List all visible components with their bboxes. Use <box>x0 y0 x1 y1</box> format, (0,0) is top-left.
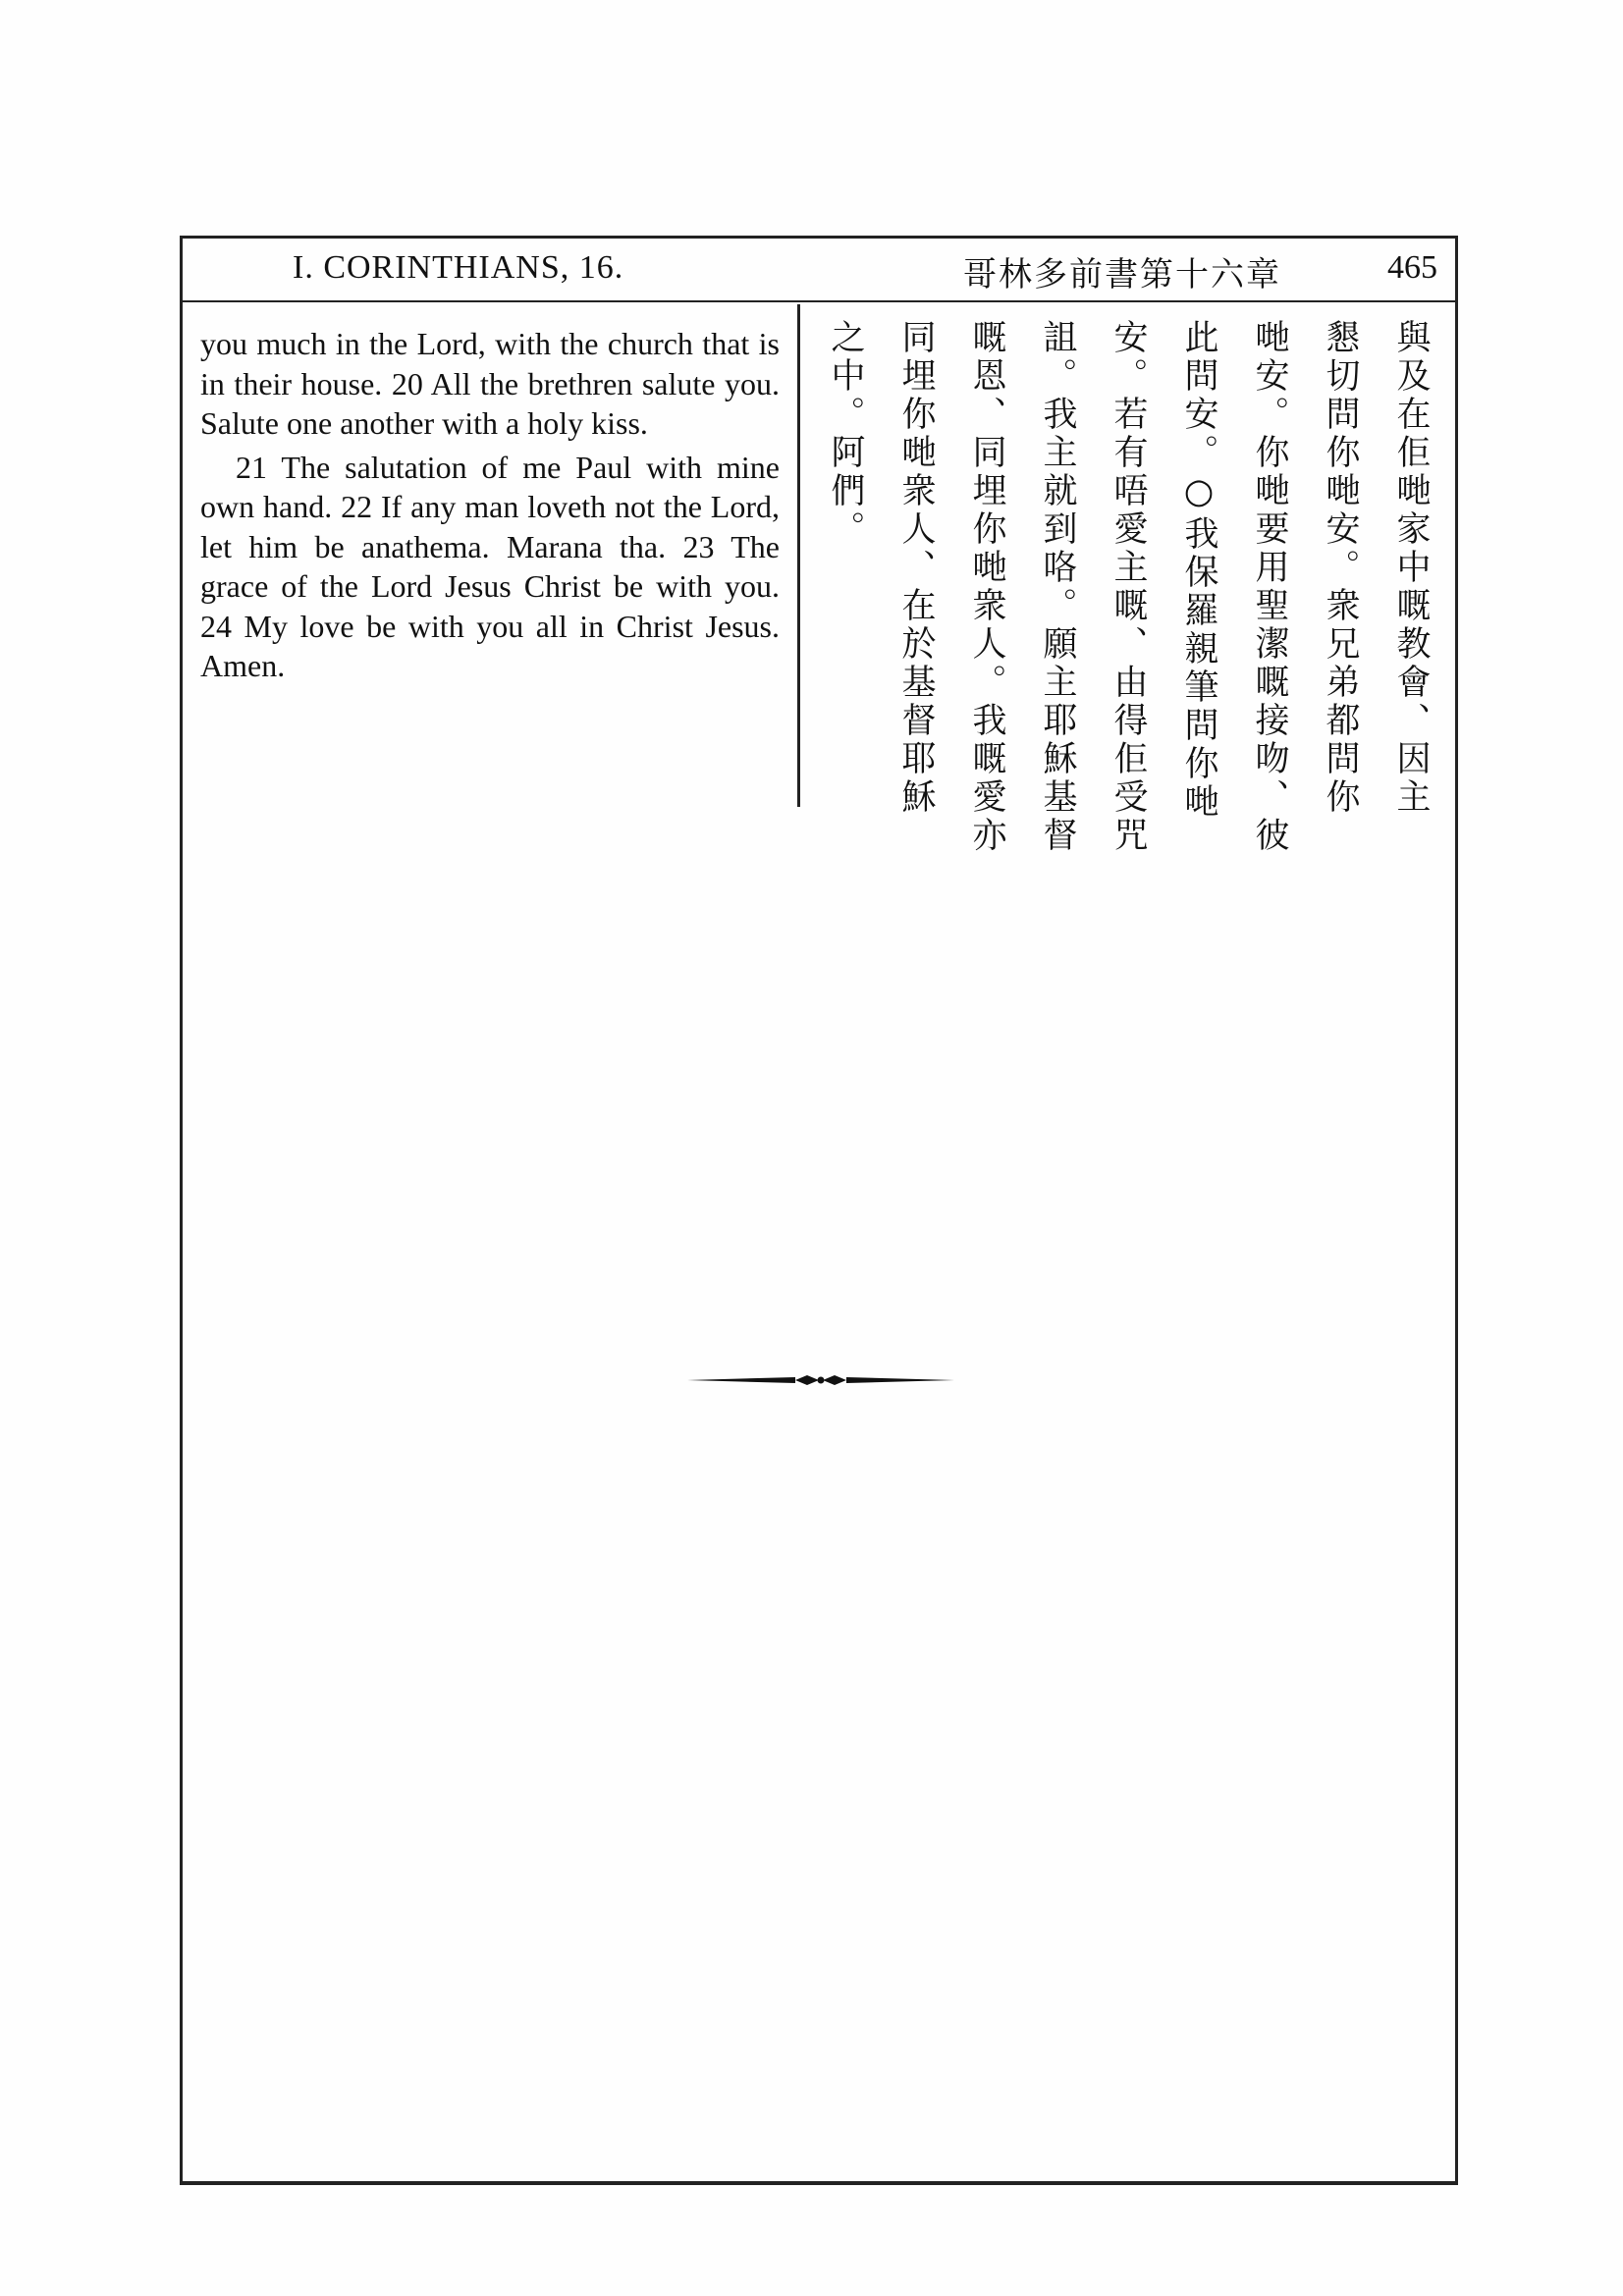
end-ornament-icon <box>687 1372 954 1388</box>
chinese-column-8: 同埋你哋衆人、在於基督耶穌 <box>896 319 936 817</box>
chinese-column-6: 詛。我主就到咯。願主耶穌基督 <box>1038 319 1077 855</box>
running-header <box>183 240 1455 302</box>
chinese-column-1: 與及在佢哋家中嘅教會、因主 <box>1391 319 1431 817</box>
chinese-chapter-heading: 哥林多前書第十六章 <box>963 255 1281 294</box>
english-paragraph-1: you much in the Lord, with the church that is in their house. 20 All the brethren salute you. Salute one another with a holy kiss. <box>200 326 780 441</box>
chinese-column-9: 之中。阿們。 <box>826 319 865 549</box>
column-divider <box>797 304 800 807</box>
chinese-column-3: 哋安。你哋要用聖潔嘅接吻、彼 <box>1250 319 1289 855</box>
chinese-column-4: 此問安。○我保羅親筆問你哋 <box>1179 319 1218 822</box>
chinese-text-column <box>815 319 1443 855</box>
chinese-column-2: 懇切問你哋安。衆兄弟都問你 <box>1321 319 1360 817</box>
english-text-column <box>200 324 780 686</box>
book-chapter-heading: I. CORINTHIANS, 16. <box>293 249 624 286</box>
english-paragraph-2: 21 The salutation of me Paul with mine own hand. 22 If any man loveth not the Lord, let him be anathema. Marana tha. 23 The grace of the Lord Jesus Christ be with you. 24 My love be with you all in Christ Jesus. Amen. <box>200 449 780 683</box>
chinese-column-7: 嘅恩、同埋你哋衆人。我嘅愛亦 <box>967 319 1006 855</box>
page-number: 465 <box>1387 249 1437 286</box>
chinese-column-5: 安。若有唔愛主嘅、由得佢受咒 <box>1109 319 1148 855</box>
